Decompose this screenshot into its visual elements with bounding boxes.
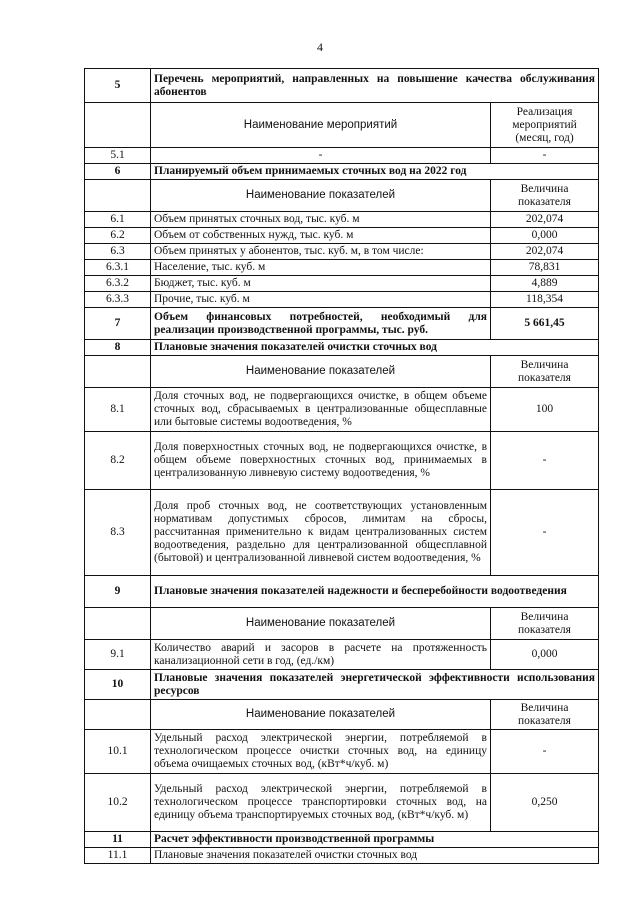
- row-name: Объем финансовых потребностей, необходимый для реализации производственной программы, тыс. руб.: [151, 308, 491, 340]
- row-number: 6.3: [85, 244, 151, 260]
- column-header-value: Величина показателя: [491, 608, 599, 640]
- section-row: [85, 340, 599, 356]
- section-number: 5: [85, 69, 151, 103]
- row-name: Доля проб сточных вод, не соответствующих установленным нормативам допустимых сбросов, лимитам на сбросы, рассчитанная применительно к видам централизованных систем водоотведения, раздельно для централизованной общесплавной (бытовой) и централизованной ливневой систем водоотведения, %: [151, 490, 491, 576]
- page-number: 4: [317, 40, 323, 54]
- section-number: 10: [85, 670, 151, 700]
- empty-cell: [85, 103, 151, 148]
- section-title: Плановые значения показателей надежности и бесперебойности водоотведения: [151, 576, 599, 608]
- row-value: 78,831: [491, 260, 599, 276]
- section-title: Плановые значения показателей энергетической эффективности использования ресурсов: [151, 670, 599, 700]
- table-row: [85, 212, 599, 228]
- header-row: [85, 180, 599, 212]
- column-header-name: Наименование показателей: [151, 700, 491, 730]
- section-title: Расчет эффективности производственной программы: [151, 832, 599, 848]
- row-number: 8.1: [85, 388, 151, 432]
- row-name: Объем от собственных нужд, тыс. куб. м: [151, 228, 491, 244]
- row-value: -: [491, 490, 599, 576]
- section-number: 6: [85, 164, 151, 180]
- header-row: [85, 356, 599, 388]
- section-title: Планируемый объем принимаемых сточных вод на 2022 год: [151, 164, 599, 180]
- table-row: [85, 292, 599, 308]
- table-row: [85, 148, 599, 164]
- row-name: Количество аварий и засоров в расчете на протяженность канализационной сети в год, (ед./км): [151, 640, 491, 670]
- financial-needs-row: [85, 308, 599, 340]
- row-number: 6.3.3: [85, 292, 151, 308]
- row-number: 11.1: [85, 848, 151, 864]
- row-value: -: [491, 432, 599, 490]
- header-row: [85, 700, 599, 730]
- header-row: [85, 608, 599, 640]
- program-table: [84, 68, 599, 864]
- section-row: [85, 832, 599, 848]
- column-header-name: Наименование показателей: [151, 180, 491, 212]
- row-value: 100: [491, 388, 599, 432]
- row-number: 6.3.1: [85, 260, 151, 276]
- row-value: -: [491, 148, 599, 164]
- section-title: Перечень мероприятий, направленных на повышение качества обслуживания абонентов: [151, 69, 599, 103]
- row-value: 0,000: [491, 640, 599, 670]
- row-value: -: [491, 730, 599, 774]
- row-number: 10.2: [85, 774, 151, 832]
- section-number: 11: [85, 832, 151, 848]
- empty-cell: [85, 180, 151, 212]
- section-number: 8: [85, 340, 151, 356]
- row-value: 5 661,45: [491, 308, 599, 340]
- table-row: [85, 432, 599, 490]
- empty-cell: [85, 608, 151, 640]
- row-number: 5.1: [85, 148, 151, 164]
- header-row: [85, 103, 599, 148]
- row-number: 6.3.2: [85, 276, 151, 292]
- section-row: [85, 670, 599, 700]
- row-name: Объем принятых у абонентов, тыс. куб. м, в том числе:: [151, 244, 491, 260]
- row-name: Доля поверхностных сточных вод, не подвергающихся очистке, в общем объеме поверхностных сточных вод, принимаемых в централизованную ливневую систему водоотведения, %: [151, 432, 491, 490]
- column-header-value: Величина показателя: [491, 180, 599, 212]
- section-row: [85, 164, 599, 180]
- section-row: [85, 69, 599, 103]
- table-row: [85, 228, 599, 244]
- empty-cell: [85, 356, 151, 388]
- table-row: [85, 848, 599, 864]
- table-row: [85, 244, 599, 260]
- row-number: 8.2: [85, 432, 151, 490]
- section-row: [85, 576, 599, 608]
- row-value: 118,354: [491, 292, 599, 308]
- row-value: 0,000: [491, 228, 599, 244]
- row-number: 6.2: [85, 228, 151, 244]
- section-number: 7: [85, 308, 151, 340]
- row-number: 8.3: [85, 490, 151, 576]
- row-value: 4,889: [491, 276, 599, 292]
- row-name: Бюджет, тыс. куб. м: [151, 276, 491, 292]
- table-row: [85, 388, 599, 432]
- table-row: [85, 260, 599, 276]
- table-row: [85, 730, 599, 774]
- section-title: Плановые значения показателей очистки сточных вод: [151, 340, 599, 356]
- table-row: [85, 774, 599, 832]
- row-name: Население, тыс. куб. м: [151, 260, 491, 276]
- row-name: -: [151, 148, 491, 164]
- row-value: 202,074: [491, 212, 599, 228]
- row-value: 0,250: [491, 774, 599, 832]
- table-row: [85, 276, 599, 292]
- row-name: Объем принятых сточных вод, тыс. куб. м: [151, 212, 491, 228]
- row-number: 10.1: [85, 730, 151, 774]
- empty-cell: [85, 700, 151, 730]
- row-name: Плановые значения показателей очистки сточных вод: [151, 848, 599, 864]
- section-number: 9: [85, 576, 151, 608]
- column-header-value: Величина показателя: [491, 356, 599, 388]
- row-name: Доля сточных вод, не подвергающихся очистке, в общем объеме сточных вод, сбрасываемых в централизованные общесплавные или бытовые системы водоотведения, %: [151, 388, 491, 432]
- table-row: [85, 490, 599, 576]
- row-number: 9.1: [85, 640, 151, 670]
- column-header-name: Наименование показателей: [151, 608, 491, 640]
- row-name: Удельный расход электрической энергии, потребляемой в технологическом процессе очистки сточных вод, на единицу объема очищаемых сточных вод, (кВт*ч/куб. м): [151, 730, 491, 774]
- table-row: [85, 640, 599, 670]
- column-header-name: Наименование показателей: [151, 356, 491, 388]
- row-name: Прочие, тыс. куб. м: [151, 292, 491, 308]
- row-name: Удельный расход электрической энергии, потребляемой в технологическом процессе транспортировки сточных вод, на единицу объема транспортируемых сточных вод, (кВт*ч/куб. м): [151, 774, 491, 832]
- row-number: 6.1: [85, 212, 151, 228]
- column-header-value: Реализация мероприятий (месяц, год): [491, 103, 599, 148]
- column-header-value: Величина показателя: [491, 700, 599, 730]
- row-value: 202,074: [491, 244, 599, 260]
- column-header-name: Наименование мероприятий: [151, 103, 491, 148]
